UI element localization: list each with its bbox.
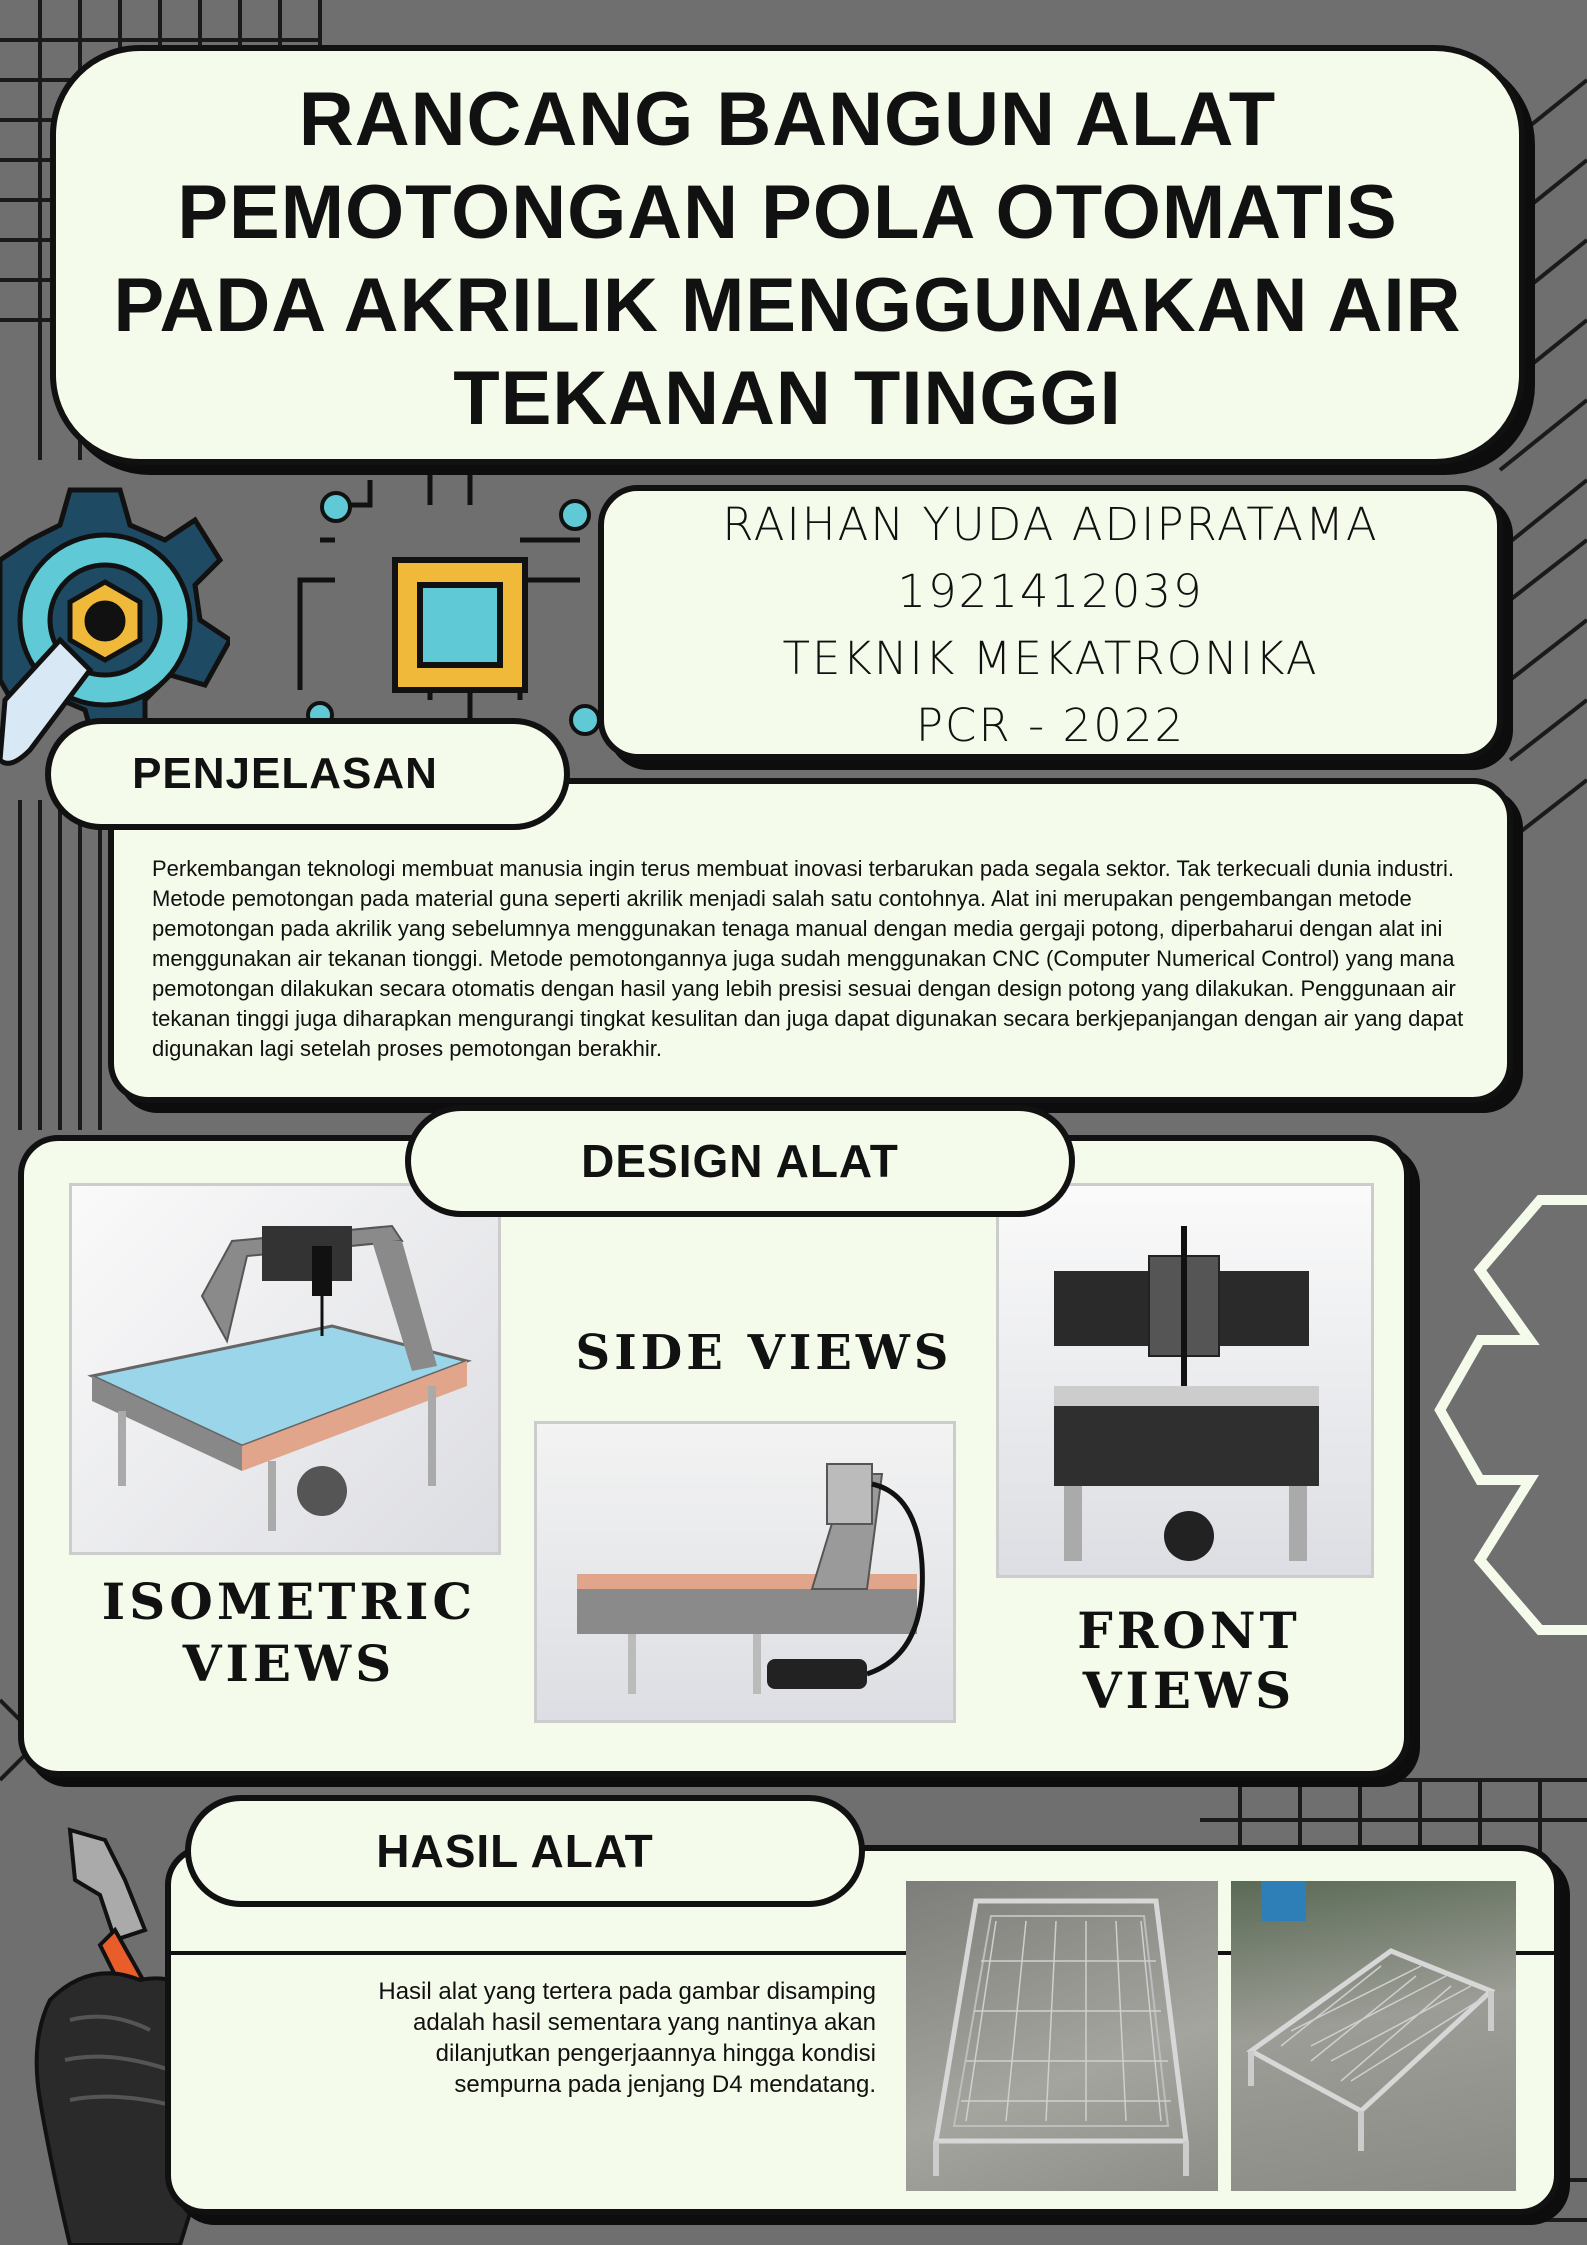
hasil-photo-2 — [1231, 1881, 1516, 2191]
hasil-photo-1 — [906, 1881, 1218, 2191]
hasil-heading-text: HASIL ALAT — [376, 1825, 654, 1877]
design-heading — [405, 1105, 1075, 1217]
penjelasan-heading-text: PENJELASAN — [132, 749, 438, 798]
title-line-3: PADA AKRILIK MENGGUNAKAN AIR — [113, 263, 1462, 348]
front-views-label — [979, 1601, 1399, 1721]
author-id: 1921412039 — [897, 565, 1204, 618]
title-line-4: TEKANAN TINGGI — [453, 356, 1122, 441]
author-panel — [598, 485, 1503, 760]
title-line-2: PEMOTONGAN POLA OTOMATIS — [177, 170, 1398, 255]
penjelasan-body: Perkembangan teknologi membuat manusia ingin terus membuat inovasi terbarukan pada segala sektor. Tak terkecuali dunia industri. Metode pemotongan pada material guna seperti akrilik menjadi salah satu contohnya. Alat ini merupakan pengembangan metode pemotongan pada akrilik yang sebelumnya menggunakan tenaga manual dengan media gergaji potong, diperbaharui dengan alat ini menggunakan air tekanan tionggi. Metode pemotongannya juga sudah menggunakan CNC (Computer Numerical Control) yang mana pemotongan dilakukan secara otomatis dengan hasil yang lebih presisi sesuai dengan design potong yang dilakukan. Penggunaan air tekanan tinggi juga diharapkan mengurangi tingkat kesulitan dan juga dapat digunakan secara berkjepanjangan dengan air yang dapat digunakan lagi setelah proses pemotongan berakhir. — [152, 856, 1464, 1061]
front-label-line-2: VIEWS — [1082, 1661, 1296, 1720]
author-name: RAIHAN YUDA ADIPRATAMA — [722, 498, 1379, 551]
penjelasan-heading — [45, 718, 570, 830]
author-institution: PCR - 2022 — [915, 699, 1186, 752]
author-department: TEKNIK MEKATRONIKA — [782, 632, 1319, 685]
isometric-views-label — [54, 1571, 524, 1695]
design-panel — [18, 1135, 1410, 1777]
design-heading-text: DESIGN ALAT — [581, 1135, 899, 1187]
title-line-1: RANCANG BANGUN ALAT — [298, 77, 1277, 162]
isometric-view-image — [69, 1183, 501, 1555]
front-view-image — [996, 1183, 1374, 1578]
chip-icon — [390, 555, 530, 695]
side-views-label: SIDE VIEWS — [575, 1325, 953, 1381]
isometric-label-line-2: VIEWS — [182, 1634, 396, 1693]
poster-title — [56, 73, 1519, 445]
hasil-heading — [185, 1795, 865, 1907]
isometric-label-line-1: ISOMETRIC — [101, 1572, 477, 1631]
side-view-image — [534, 1421, 956, 1723]
front-label-line-1: FRONT — [1077, 1601, 1301, 1660]
hasil-body: Hasil alat yang tertera pada gambar disamping adalah hasil sementara yang nantinya akan dilanjutkan pengerjaannya hingga kondisi sempurna pada jenjang D4 mendatang. — [378, 1978, 876, 2098]
title-panel — [50, 45, 1525, 465]
